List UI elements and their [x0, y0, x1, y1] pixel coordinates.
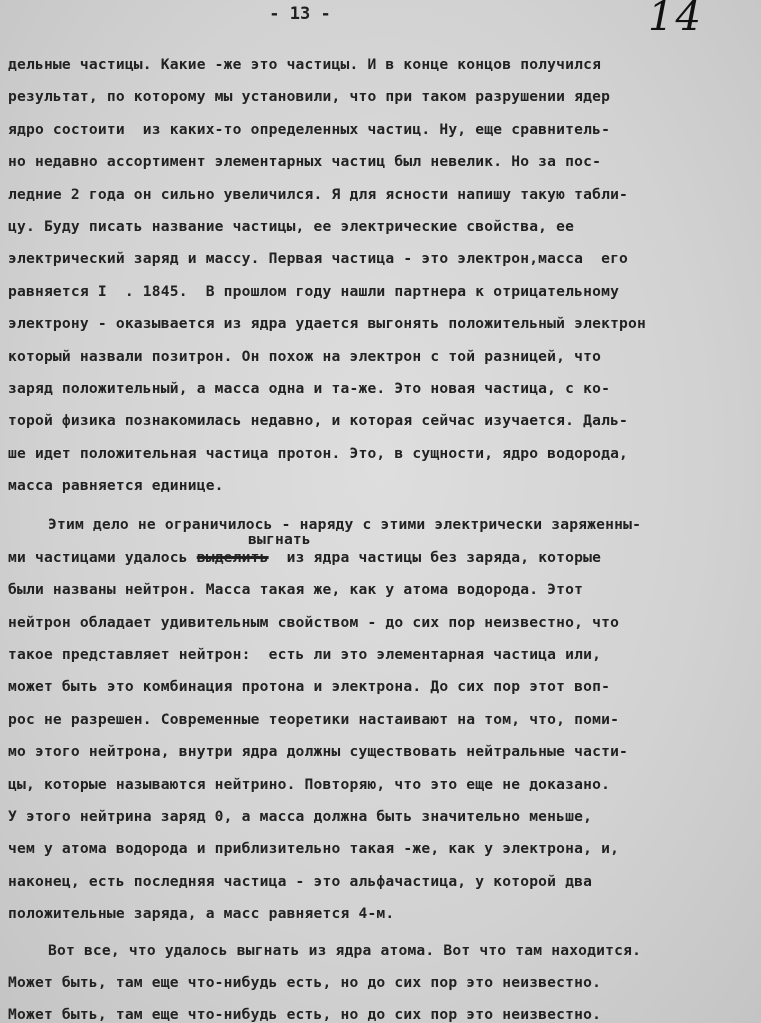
text-line: торой физика познакомилась недавно, и которая сейчас изучается. Даль- [8, 412, 629, 430]
document-body [8, 49, 761, 1023]
text-span: ми частицами удалось [8, 548, 197, 566]
text-line-with-correction [8, 542, 761, 574]
text-span: из ядра частицы без заряда, которые [268, 548, 602, 566]
paragraph-3 [8, 935, 761, 1023]
struck-out-word: выделить [196, 548, 269, 566]
text-line: масса равняется единице. [8, 477, 224, 495]
text-line: Этим дело не ограничилось - наряду с этими электрически заряженны- [48, 516, 642, 534]
text-line: электрический заряд и массу. Первая частица - это электрон,масса его [8, 250, 629, 268]
text-line: мо этого нейтрона, внутри ядра должны существовать нейтральные части- [8, 743, 629, 761]
text-line: положительные заряда, а масс равняется 4-м. [8, 905, 395, 923]
text-line: цу. Буду писать название частицы, ее электрические свойства, ее [8, 217, 575, 235]
text-line: равняется I . 1845. В прошлом году нашли партнера к отрицательному [8, 282, 620, 300]
text-line: ледние 2 года он сильно увеличился. Я для ясности напишу такую табли- [8, 185, 629, 203]
text-line: чем у атома водорода и приблизительно такая -же, как у электрона, и, [8, 840, 620, 858]
text-line: Может быть, там еще что-нибудь есть, но до сих пор это неизвестно. [8, 1006, 602, 1023]
paragraph-gap [8, 502, 761, 509]
text-line: рос не разрешен. Современные теоретики настаивают на том, что, поми- [8, 710, 620, 728]
text-line: Может быть, там еще что-нибудь есть, но до сих пор это неизвестно. [8, 973, 602, 991]
handwritten-sheet-number: 14 [648, 0, 703, 40]
paragraph-1 [8, 49, 761, 502]
text-line: дельные частицы. Какие -же это частицы. И в конце концов получился [8, 56, 602, 73]
text-line: ядро состоити из каких-то определенных частиц. Ну, еще сравнитель- [8, 120, 611, 138]
text-line: ше идет положительная частица протон. Это, в сущности, ядро водорода, [8, 444, 629, 462]
text-line: цы, которые называются нейтрино. Повторяю, что это еще не доказано. [8, 775, 611, 793]
page-number: - 13 - [269, 4, 331, 24]
text-line: электрону - оказывается из ядра удается выгонять положительный электрон [8, 315, 647, 333]
text-line: У этого нейтрина заряд 0, а масса должна быть значительно меньше, [8, 807, 593, 825]
text-line: наконец, есть последняя частица - это альфачастица, у которой два [8, 872, 593, 890]
text-line: результат, по которому мы установили, что при таком разрушении ядер [8, 88, 611, 106]
typed-insertion: выгнать [248, 530, 311, 548]
text-line: который назвали позитрон. Он похож на электрон с той разницей, что [8, 347, 602, 365]
paragraph-2 [8, 509, 761, 930]
text-line: Вот все, что удалось выгнать из ядра атома. Вот что там находится. [48, 941, 642, 959]
text-line: такое представляет нейтрон: есть ли это элементарная частица или, [8, 646, 602, 664]
text-line: нейтрон обладает удивительным свойством - до сих пор неизвестно, что [8, 613, 620, 631]
text-line: заряд положительный, а масса одна и та-же. Это новая частица, с ко- [8, 379, 611, 397]
text-line: но недавно ассортимент элементарных частиц был невелик. Но за пос- [8, 153, 602, 171]
text-line: может быть это комбинация протона и электрона. До сих пор этот воп- [8, 678, 611, 696]
text-line: были названы нейтрон. Масса такая же, как у атома водорода. Этот [8, 581, 584, 599]
